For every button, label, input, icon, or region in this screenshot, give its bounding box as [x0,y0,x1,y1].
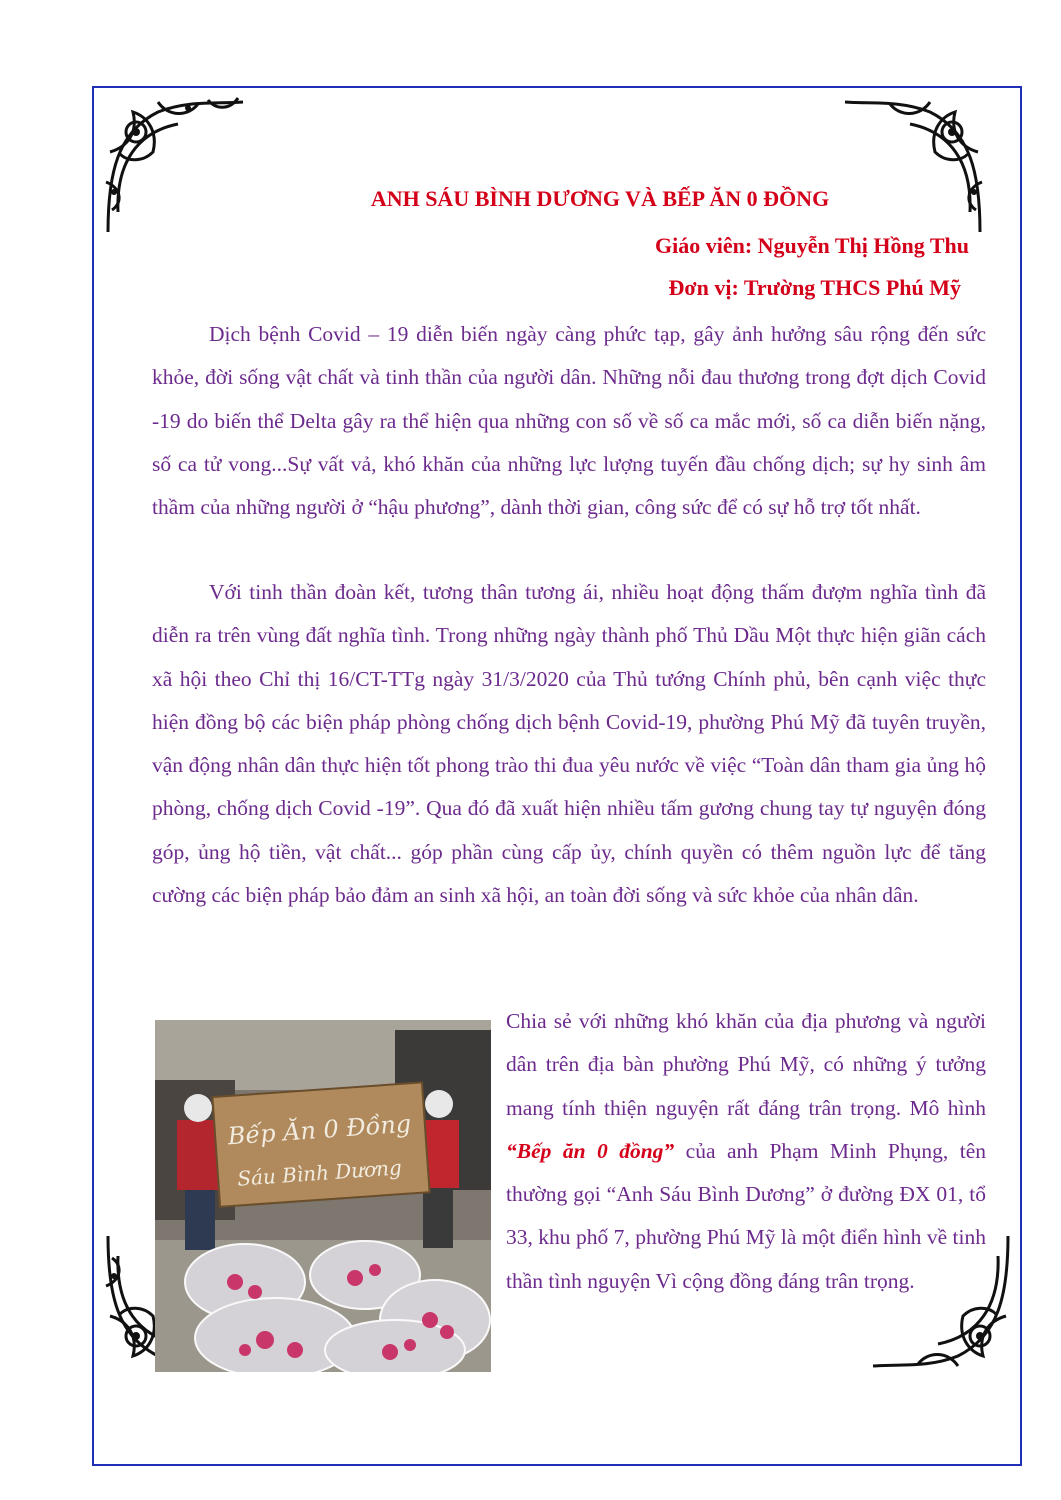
article-title: ANH SÁU BÌNH DƯƠNG VÀ BẾP ĂN 0 ĐỒNG [370,186,830,211]
paragraph-3-text-start: Chia sẻ với những khó khăn của địa phương và người dân trên địa bàn phường Phú Mỹ, có những ý tưởng mang tính thiện nguyện rất đáng trân trọng. Mô hình [506,1009,986,1120]
corner-ornament-top-right [840,92,990,242]
unit-line: Đơn vị: Trường THCS Phú Mỹ [668,275,961,300]
paragraph-3-text-end: của anh Phạm Minh Phụng, tên thường gọi “Anh Sáu Bình Dương” ở đường ĐX 01, tổ 33, khu phố 7, phường Phú Mỹ là một điển hình về tinh thần tình nguyện Vì cộng đồng đáng trân trọng. [506,1138,986,1293]
bep-an-highlight: “Bếp ăn 0 đồng” [506,1138,675,1163]
paragraph-2: Với tinh thần đoàn kết, tương thân tương ái, nhiều hoạt động thấm đượm nghĩa tình đã diễn ra trên vùng đất nghĩa tình. Trong những ngày thành phố Thủ Dầu Một thực hiện giãn cách xã hội theo Chỉ thị 16/CT-TTg ngày 31/3/2020 của Thủ tướng Chính phủ, bên cạnh việc thực hiện đồng bộ các biện pháp phòng chống dịch bệnh Covid-19, phường Phú Mỹ đã tuyên truyền, vận động nhân dân thực hiện tốt phong trào thi đua yêu nước về việc “Toàn dân tham gia ủng hộ phòng, chống dịch Covid -19”. Qua đó đã xuất hiện nhiều tấm gương chung tay tự nguyện đóng góp, ủng hộ tiền, vật chất... góp phần cùng cấp ủy, chính quyền có thêm nguồn lực để tăng cường các biện pháp bảo đảm an sinh xã hội, an toàn đời sống và sức khỏe của nhân dân. [152,580,986,908]
sign-text-line2: Sáu Bình Dương [236,1155,403,1191]
sign-text-line1: Bếp Ăn 0 Đồng [226,1109,412,1151]
kitchen-photo [155,1020,491,1372]
paragraph-1: Dịch bệnh Covid – 19 diễn biến ngày càng phức tạp, gây ảnh hưởng sâu rộng đến sức khỏe, đời sống vật chất và tinh thần của người dân. Những nỗi đau thương trong đợt dịch Covid -19 do biến thể Delta gây ra thể hiện qua những con số về số ca mắc mới, số ca diễn biến nặng, số ca tử vong...Sự vất vả, khó khăn của những lực lượng tuyến đầu chống dịch; sự hy sinh âm thầm của những người ở “hậu phương”, dành thời gian, công sức để có sự hỗ trợ tốt nhất. [152,322,986,520]
author-line: Giáo viên: Nguyễn Thị Hồng Thu [654,233,969,258]
corner-ornament-top-left [98,92,248,242]
paragraph-3 [506,1000,986,1303]
